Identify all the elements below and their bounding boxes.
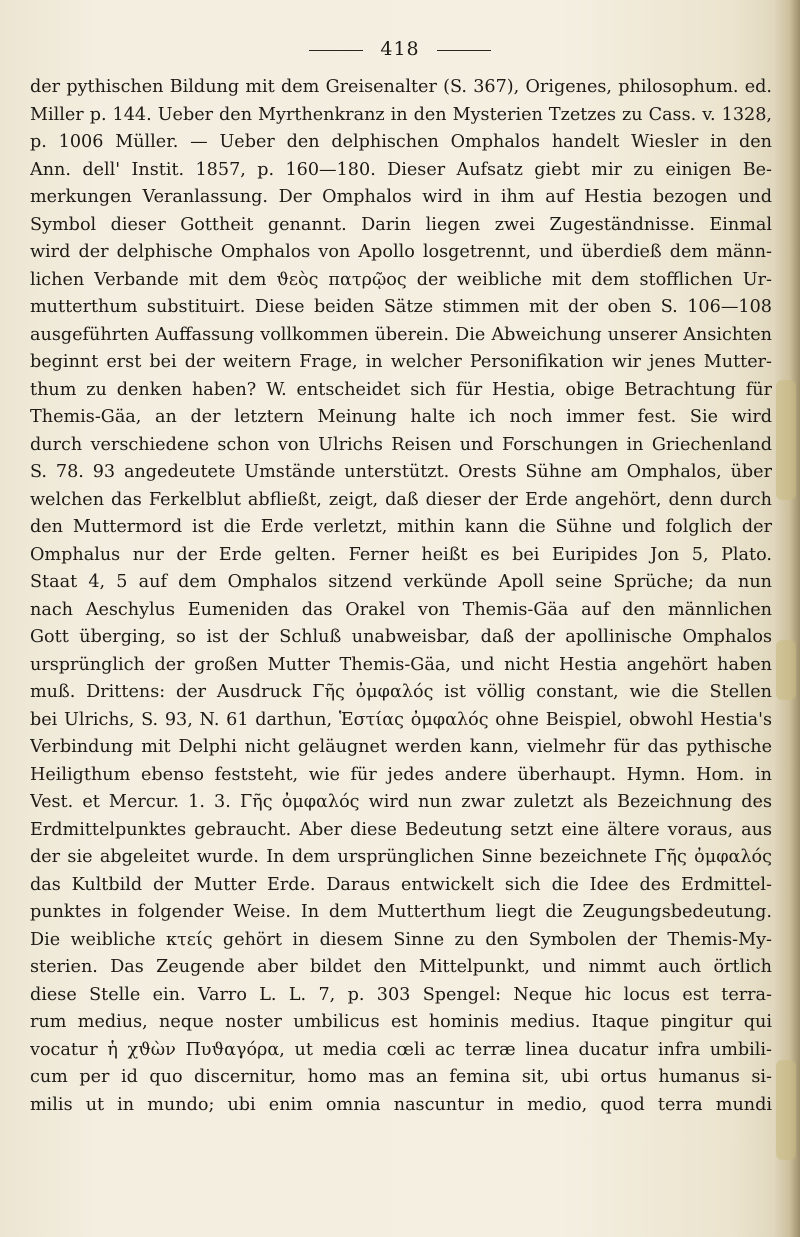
text-line: Themis-Gäa, an der letztern Meinung halte ich noch immer fest. Sie wird [30, 407, 772, 427]
text-line: ausgeführten Auffassung vollkommen überein. Die Abweichung unserer Ansichten [30, 324, 772, 345]
text-line: Heiligthum ebenso feststeht, wie für jedes andere überhaupt. Hymn. Hom. in [30, 764, 772, 785]
text-line: der sie abgeleitet wurde. In dem ursprünglichen Sinne bezeichnete Γῆς ὀμφαλός [30, 847, 772, 867]
body-text [30, 74, 772, 1119]
text-line: nach Aeschylus Eumeniden das Orakel von Themis-Gäa auf den männlichen [30, 599, 772, 620]
text-line: milis ut in mundo; ubi enim omnia nascuntur in medio, quod terra mundi [30, 1094, 772, 1115]
text-line: ursprünglich der großen Mutter Themis-Gäa, und nicht Hestia angehört haben [30, 654, 772, 675]
text-line: Omphalus nur der Erde gelten. Ferner heißt es bei Euripides Jon 5, Plato. [30, 544, 772, 565]
text-line: Symbol dieser Gottheit genannt. Darin liegen zwei Zugeständnisse. Einmal [30, 214, 772, 235]
text-line: rum medius, neque noster umbilicus est hominis medius. Itaque pingitur qui [30, 1012, 772, 1032]
text-line: muß. Drittens: der Ausdruck Γῆς ὀμφαλός ist völlig constant, wie die Stellen [30, 682, 772, 702]
text-line: Erdmittelpunktes gebraucht. Aber diese Bedeutung setzt eine ältere voraus, aus [30, 819, 772, 840]
text-line: mutterthum substituirt. Diese beiden Sätze stimmen mit der oben S. 106—108 [30, 297, 772, 317]
text-line: S. 78. 93 angedeutete Umstände unterstützt. Orests Sühne am Omphalos, über [30, 462, 772, 482]
text-line: bei Ulrichs, S. 93, N. 61 darthun, Ἑστίας ὀμφαλός ohne Beispiel, obwohl Hestia's [30, 709, 772, 730]
header-rule-left [309, 50, 363, 51]
page-number: 418 [380, 38, 420, 60]
page-header [0, 38, 800, 60]
header-rule-right [437, 50, 491, 51]
text-line: thum zu denken haben? W. entscheidet sich für Hestia, obige Betrachtung für [30, 379, 772, 400]
text-line: Ann. dell' Instit. 1857, p. 160—180. Dieser Aufsatz giebt mir zu einigen Be- [30, 159, 772, 180]
page-edge-shadow [774, 0, 800, 1237]
text-line: Staat 4, 5 auf dem Omphalos sitzend verkünde Apoll seine Sprüche; da nun [30, 572, 772, 592]
text-line: der pythischen Bildung mit dem Greisenalter (S. 367), Origenes, philosophum. ed. [30, 77, 772, 97]
text-line: das Kultbild der Mutter Erde. Daraus entwickelt sich die Idee des Erdmittel- [30, 874, 772, 895]
text-line: p. 1006 Müller. — Ueber den delphischen Omphalos handelt Wiesler in den [30, 132, 772, 152]
text-line: beginnt erst bei der weitern Frage, in welcher Personifikation wir jenes Mutter- [30, 352, 772, 372]
text-line: cum per id quo discernitur, homo mas an femina sit, ubi ortus humanus si- [30, 1067, 772, 1087]
text-line: vocatur ἡ χϑὼν Πυϑαγόρα, ut media cœli ac terræ linea ducatur infra umbili- [30, 1039, 772, 1060]
paper-stain [776, 1060, 796, 1160]
text-line: Verbindung mit Delphi nicht geläugnet werden kann, vielmehr für das pythische [30, 737, 772, 757]
paper-stain [776, 380, 796, 500]
text-line: durch verschiedene schon von Ulrichs Reisen und Forschungen in Griechenland [30, 434, 772, 455]
text-line: Miller p. 144. Ueber den Myrthenkranz in den Mysterien Tzetzes zu Cass. v. 1328, [30, 104, 772, 125]
text-line: lichen Verbande mit dem ϑεὸς πατρῷος der weibliche mit dem stofflichen Ur- [30, 269, 772, 290]
text-line: sterien. Das Zeugende aber bildet den Mittelpunkt, und nimmt auch örtlich [30, 957, 772, 977]
text-line: Gott überging, so ist der Schluß unabweisbar, daß der apollinische Omphalos [30, 627, 772, 647]
text-line: diese Stelle ein. Varro L. L. 7, p. 303 Spengel: Neque hic locus est terra- [30, 984, 772, 1005]
text-line: wird der delphische Omphalos von Apollo losgetrennt, und überdieß dem männ- [30, 242, 772, 262]
paper-stain [776, 640, 796, 700]
text-line: merkungen Veranlassung. Der Omphalos wird in ihm auf Hestia bezogen und [30, 187, 772, 207]
text-line: punktes in folgender Weise. In dem Mutterthum liegt die Zeugungsbedeutung. [30, 902, 772, 922]
text-line: den Muttermord ist die Erde verletzt, mithin kann die Sühne und folglich der [30, 517, 772, 537]
text-line: welchen das Ferkelblut abfließt, zeigt, daß dieser der Erde angehört, denn durch [30, 489, 772, 510]
text-line: Die weibliche κτείς gehört in diesem Sinne zu den Symbolen der Themis-My- [30, 929, 772, 950]
text-line: Vest. et Mercur. 1. 3. Γῆς ὀμφαλός wird nun zwar zuletzt als Bezeichnung des [30, 792, 772, 812]
